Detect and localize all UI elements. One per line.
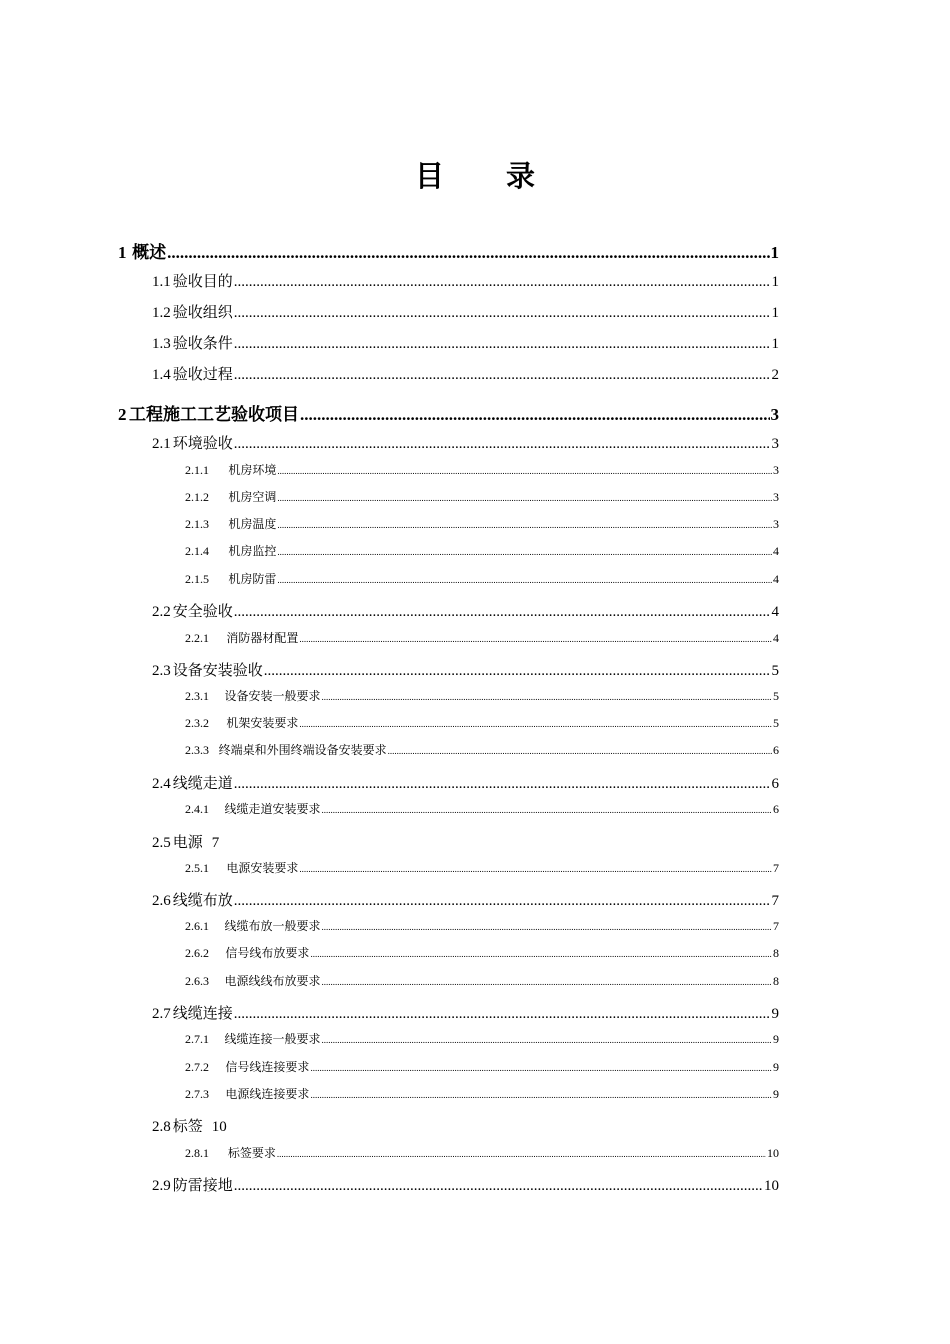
dot-leader — [277, 520, 772, 530]
toc-label: 机房防雷 — [228, 572, 277, 586]
dot-leader — [234, 776, 771, 793]
toc-label: 线缆布放一般要求 — [224, 919, 321, 933]
toc-label: 设备安装验收 — [172, 661, 263, 679]
dot-leader — [234, 274, 771, 291]
toc-page-number: 10 — [767, 1146, 779, 1160]
dot-leader — [264, 663, 771, 680]
dot-leader — [299, 719, 772, 729]
toc-label: 信号线连接要求 — [225, 1060, 310, 1074]
dot-leader — [234, 367, 771, 384]
toc-page-number: 3 — [773, 463, 779, 477]
toc-page-number: 1 — [771, 305, 779, 321]
toc-title-char-2: 录 — [506, 159, 536, 193]
toc-label: 验收组织 — [172, 303, 233, 321]
toc-label: 电源 — [172, 833, 203, 851]
toc-entry-2-3-2[interactable] — [185, 714, 779, 731]
toc-number: 2.6.3 — [185, 974, 209, 988]
toc-entry-2-2-1[interactable] — [185, 629, 779, 646]
toc-label: 机架安装要求 — [226, 716, 299, 730]
toc-number: 2.3.2 — [185, 716, 209, 730]
toc-page-number: 9 — [773, 1060, 779, 1074]
toc-entry-2-1-4[interactable] — [185, 542, 779, 559]
toc-label: 工程施工工艺验收项目 — [129, 405, 300, 425]
dot-leader — [234, 436, 771, 453]
toc-number: 2.4 — [152, 776, 171, 792]
toc-label: 线缆布放 — [172, 891, 233, 909]
toc-page-number: 8 — [773, 974, 779, 988]
toc-page-number: 8 — [773, 946, 779, 960]
toc-title — [0, 154, 950, 195]
toc-number: 1.2 — [152, 305, 171, 321]
dot-leader — [234, 1006, 771, 1023]
toc-number: 2.9 — [152, 1178, 171, 1194]
dot-leader — [299, 864, 772, 874]
toc-number: 1.4 — [152, 367, 171, 383]
toc-label: 机房监控 — [228, 544, 277, 558]
toc-entry-2-6[interactable] — [152, 889, 779, 910]
toc-entry-2-7-2[interactable] — [185, 1058, 779, 1075]
toc-label: 标签要求 — [227, 1146, 276, 1160]
toc-page-number: 6 — [773, 802, 779, 816]
toc-entry-2-6-2[interactable] — [185, 944, 779, 961]
toc-label: 概述 — [132, 243, 167, 263]
toc-entry-2-5-1[interactable] — [185, 859, 779, 876]
toc-entry-1-3[interactable] — [152, 332, 779, 353]
toc-number: 2.6 — [152, 893, 171, 909]
toc-number: 1 — [118, 243, 127, 262]
toc-entry-2-7-3[interactable] — [185, 1085, 779, 1102]
toc-page-number: 7 — [211, 835, 220, 851]
toc-label: 电源线连接要求 — [225, 1087, 310, 1101]
toc-page-number: 10 — [211, 1119, 227, 1135]
toc-label: 电源安装要求 — [226, 861, 299, 875]
toc-number: 2.6.1 — [185, 919, 209, 933]
toc-entry-2-3-3[interactable] — [185, 741, 779, 758]
dot-leader — [310, 949, 772, 959]
toc-label: 标签 — [172, 1117, 203, 1135]
dot-leader — [234, 1178, 763, 1195]
toc-entry-2-7[interactable] — [152, 1002, 779, 1023]
toc-label: 线缆走道 — [172, 774, 233, 792]
toc-number: 2.8.1 — [185, 1146, 209, 1160]
toc-number: 2 — [118, 405, 127, 424]
toc-page-number: 7 — [771, 893, 779, 909]
toc-page-number: 3 — [773, 490, 779, 504]
dot-leader — [234, 604, 771, 621]
toc-number: 2.1.5 — [185, 572, 209, 586]
toc-page-number: 1 — [770, 243, 779, 262]
toc-title-char-1: 目 — [414, 159, 444, 193]
dot-leader — [310, 1063, 772, 1073]
dot-leader — [321, 692, 772, 702]
toc-entry-2-6-1[interactable] — [185, 917, 779, 934]
toc-page-number: 3 — [771, 436, 779, 452]
toc-label: 消防器材配置 — [226, 631, 299, 645]
toc-page-number: 4 — [773, 631, 779, 645]
toc-page-number: 5 — [773, 689, 779, 703]
toc-label: 信号线布放要求 — [225, 946, 310, 960]
toc-page-number: 6 — [771, 776, 779, 792]
toc-entry-2-4[interactable] — [152, 772, 779, 793]
toc-number: 2.1 — [152, 436, 171, 452]
toc-entry-2-1[interactable] — [152, 432, 779, 453]
toc-entry-2-3[interactable] — [152, 659, 779, 680]
dot-leader — [277, 575, 772, 585]
dot-leader — [388, 746, 772, 756]
toc-number: 2.1.3 — [185, 517, 209, 531]
toc-label: 电源线线布放要求 — [224, 974, 321, 988]
toc-page-number: 6 — [773, 743, 779, 757]
dot-leader — [277, 1149, 766, 1159]
toc-entry-2-1-1[interactable] — [185, 461, 779, 478]
toc-entry-2-8-1[interactable] — [185, 1144, 779, 1161]
toc-page-number: 7 — [773, 861, 779, 875]
toc-page-number: 3 — [773, 517, 779, 531]
toc-page-number: 9 — [773, 1087, 779, 1101]
toc-number: 1.3 — [152, 336, 171, 352]
toc-number: 2.5 — [152, 835, 171, 851]
toc-entry-2-3-1[interactable] — [185, 687, 779, 704]
dot-leader — [167, 243, 769, 263]
toc-page-number: 3 — [770, 405, 779, 424]
toc-entry-1[interactable] — [118, 238, 779, 263]
toc-entry-1-1[interactable] — [152, 270, 779, 291]
toc-entry-2[interactable] — [118, 400, 779, 425]
toc-number: 2.1.4 — [185, 544, 209, 558]
toc-label: 线缆走道安装要求 — [224, 802, 321, 816]
dot-leader — [234, 336, 771, 353]
toc-page-number: 4 — [773, 544, 779, 558]
toc-page-number: 9 — [771, 1006, 779, 1022]
toc-number: 2.7.1 — [185, 1032, 209, 1046]
toc-label: 终端桌和外围终端设备安装要求 — [218, 743, 387, 757]
toc-label: 防雷接地 — [172, 1176, 233, 1194]
toc-page-number: 1 — [771, 336, 779, 352]
toc-entry-1-2[interactable] — [152, 301, 779, 322]
toc-number: 2.1.2 — [185, 490, 209, 504]
dot-leader — [277, 466, 772, 476]
dot-leader — [277, 547, 772, 557]
toc-page-number: 10 — [764, 1178, 779, 1194]
toc-entry-2-5[interactable] — [152, 831, 219, 852]
toc-number: 2.8 — [152, 1119, 171, 1135]
toc-label: 安全验收 — [172, 602, 233, 620]
dot-leader — [234, 893, 771, 910]
toc-entry-2-7-1[interactable] — [185, 1030, 779, 1047]
dot-leader — [321, 805, 772, 815]
dot-leader — [234, 305, 771, 322]
dot-leader — [310, 1090, 772, 1100]
toc-label: 机房空调 — [228, 490, 277, 504]
toc-number: 2.7.2 — [185, 1060, 209, 1074]
toc-number: 2.6.2 — [185, 946, 209, 960]
toc-number: 2.3.3 — [185, 743, 209, 757]
toc-page-number: 9 — [773, 1032, 779, 1046]
toc-entry-2-1-3[interactable] — [185, 515, 779, 532]
toc-entry-2-9[interactable] — [152, 1174, 779, 1195]
toc-number: 2.2 — [152, 604, 171, 620]
dot-leader — [300, 405, 769, 425]
toc-label: 环境验收 — [172, 434, 233, 452]
dot-leader — [321, 922, 772, 932]
toc-number: 1.1 — [152, 274, 171, 290]
toc-entry-1-4[interactable] — [152, 363, 779, 384]
toc-entry-2-1-5[interactable] — [185, 570, 779, 587]
toc-label: 验收条件 — [172, 334, 233, 352]
dot-leader — [321, 1035, 772, 1045]
toc-entry-2-1-2[interactable] — [185, 488, 779, 505]
toc-page-number: 4 — [773, 572, 779, 586]
toc-number: 2.3.1 — [185, 689, 209, 703]
toc-label: 线缆连接 — [172, 1004, 233, 1022]
toc-entry-2-4-1[interactable] — [185, 800, 779, 817]
toc-number: 2.1.1 — [185, 463, 209, 477]
toc-number: 2.4.1 — [185, 802, 209, 816]
toc-label: 线缆连接一般要求 — [224, 1032, 321, 1046]
toc-label: 机房环境 — [228, 463, 277, 477]
dot-leader — [321, 977, 772, 987]
dot-leader — [299, 634, 772, 644]
toc-page-number: 7 — [773, 919, 779, 933]
toc-entry-2-6-3[interactable] — [185, 972, 779, 989]
toc-page-number: 5 — [771, 663, 779, 679]
toc-page-number: 5 — [773, 716, 779, 730]
toc-label: 机房温度 — [228, 517, 277, 531]
toc-page-number: 2 — [771, 367, 779, 383]
toc-page-number: 4 — [771, 604, 779, 620]
toc-number: 2.3 — [152, 663, 171, 679]
dot-leader — [277, 493, 772, 503]
toc-number: 2.7 — [152, 1006, 171, 1022]
toc-number: 2.2.1 — [185, 631, 209, 645]
toc-page-number: 1 — [771, 274, 779, 290]
toc-number: 2.7.3 — [185, 1087, 209, 1101]
toc-label: 验收过程 — [172, 365, 233, 383]
toc-label: 设备安装一般要求 — [224, 689, 321, 703]
toc-entry-2-2[interactable] — [152, 600, 779, 621]
toc-entry-2-8[interactable] — [152, 1115, 227, 1136]
toc-number: 2.5.1 — [185, 861, 209, 875]
toc-label: 验收目的 — [172, 272, 233, 290]
